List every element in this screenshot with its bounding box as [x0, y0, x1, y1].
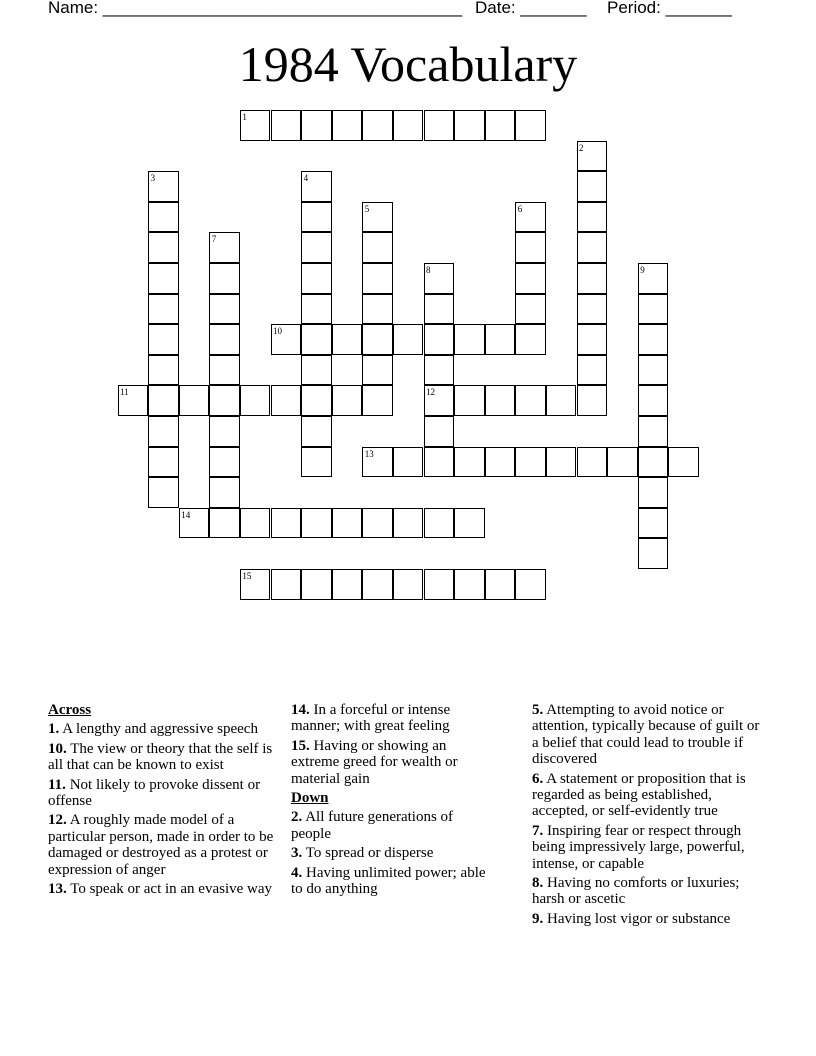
crossword-cell[interactable] — [301, 263, 332, 294]
crossword-cell[interactable] — [454, 385, 485, 416]
crossword-cell[interactable] — [577, 355, 608, 386]
crossword-cell[interactable] — [577, 232, 608, 263]
across-clue: 15. Having or showing an extreme greed for wealth or material gain — [291, 737, 458, 787]
crossword-cell[interactable] — [148, 447, 179, 478]
down-clue: 9. Having lost vigor or substance — [532, 910, 731, 927]
clue-number-label: 7 — [211, 234, 217, 245]
crossword-cell[interactable] — [271, 508, 302, 539]
crossword-cell[interactable] — [301, 294, 332, 325]
crossword-cell[interactable] — [485, 324, 516, 355]
clue-number-label: 15 — [242, 571, 252, 581]
across-clue: 1. A lengthy and aggressive speech — [48, 721, 258, 738]
down-clue: 5. Attempting to avoid notice or attention, typically because of guilt or a belief that could lead to trouble if discovered — [532, 702, 760, 768]
crossword-cell[interactable] — [271, 110, 302, 141]
crossword-cell[interactable] — [332, 110, 363, 141]
crossword-cell[interactable] — [209, 385, 240, 416]
crossword-cell[interactable] — [577, 447, 608, 478]
crossword-cell[interactable] — [515, 232, 546, 263]
crossword-cell[interactable] — [638, 355, 669, 386]
crossword-cell[interactable] — [393, 508, 424, 539]
crossword-cell[interactable] — [424, 569, 455, 600]
name-field-label: Name: ______________________________________ — [48, 0, 463, 17]
crossword-cell[interactable] — [546, 447, 577, 478]
crossword-cell[interactable] — [515, 385, 546, 416]
clue-number-label: 2 — [579, 142, 584, 153]
crossword-cell[interactable] — [209, 477, 240, 508]
clue-number-label: 6 — [517, 203, 523, 214]
crossword-cell[interactable] — [362, 294, 393, 325]
crossword-cell[interactable] — [209, 324, 240, 355]
crossword-cell[interactable] — [546, 385, 577, 416]
across-clue: 14. In a forceful or intense manner; with great feeling — [291, 702, 451, 735]
clue-number-label: 13 — [364, 448, 374, 459]
down-clue: 7. Inspiring fear or respect through being impressively large, powerful, intense, or capable — [532, 822, 745, 872]
crossword-cell[interactable] — [209, 263, 240, 294]
crossword-cell[interactable] — [209, 355, 240, 386]
worksheet-title: 1984 Vocabulary — [238, 36, 578, 92]
crossword-cell[interactable] — [485, 569, 516, 600]
crossword-cell[interactable] — [424, 324, 455, 355]
crossword-cell[interactable] — [515, 263, 546, 294]
across-clue: 13. To speak or act in an evasive way — [48, 881, 273, 898]
clue-number-label: 8 — [426, 265, 431, 275]
crossword-cell[interactable] — [148, 232, 179, 263]
down-clue: 3. To spread or disperse — [291, 845, 434, 862]
crossword-cell[interactable] — [240, 385, 271, 416]
clue-number-label: 5 — [364, 203, 370, 214]
across-clue: 11. Not likely to provoke dissent or offense — [48, 776, 261, 810]
crossword-cell[interactable] — [362, 110, 393, 141]
crossword-cell[interactable] — [301, 355, 332, 386]
crossword-cell[interactable] — [362, 324, 393, 355]
crossword-cell[interactable] — [515, 294, 546, 325]
crossword-cell[interactable] — [332, 569, 363, 600]
crossword-cell[interactable] — [209, 416, 240, 447]
crossword-cell[interactable] — [577, 324, 608, 355]
crossword-cell[interactable] — [393, 447, 424, 478]
crossword-cell[interactable] — [638, 324, 669, 355]
down-clue: 4. Having unlimited power; able to do anything — [291, 864, 486, 898]
clue-column-2 — [291, 702, 491, 900]
crossword-cell[interactable] — [301, 385, 332, 416]
crossword-cell[interactable] — [332, 508, 363, 539]
crossword-cell[interactable] — [301, 447, 332, 478]
clue-number-label: 14 — [181, 509, 191, 520]
crossword-cell[interactable] — [424, 294, 455, 325]
crossword-cell[interactable] — [485, 110, 516, 141]
crossword-cell[interactable] — [362, 263, 393, 294]
crossword-cell[interactable] — [148, 263, 179, 294]
crossword-cell[interactable] — [638, 447, 669, 478]
crossword-cell[interactable] — [638, 385, 669, 416]
crossword-cell[interactable] — [577, 263, 608, 294]
crossword-cell[interactable] — [362, 508, 393, 539]
crossword-cell[interactable] — [485, 385, 516, 416]
crossword-cell[interactable] — [424, 110, 455, 141]
clue-number-label: 10 — [273, 326, 282, 337]
clue-number-label: 4 — [303, 173, 309, 184]
crossword-cell[interactable] — [209, 447, 240, 478]
crossword-cell[interactable] — [638, 538, 669, 569]
crossword-cell[interactable] — [577, 385, 608, 416]
across-heading: Across — [48, 702, 92, 718]
crossword-cell[interactable] — [454, 110, 485, 141]
crossword-cell[interactable] — [515, 447, 546, 478]
crossword-cell[interactable] — [179, 385, 210, 416]
down-clue: 2. All future generations of people — [291, 809, 454, 842]
across-clue: 12. A roughly made model of a particular person, made in order to be damaged or destroyed as a protest or expression of anger — [48, 812, 274, 878]
clue-number-label: 3 — [150, 173, 156, 184]
crossword-cell[interactable] — [209, 294, 240, 325]
crossword-cell[interactable] — [638, 477, 669, 508]
crossword-cell[interactable] — [393, 569, 424, 600]
crossword-cell[interactable] — [515, 110, 546, 141]
crossword-cell[interactable] — [424, 447, 455, 478]
clue-number-label: 9 — [640, 265, 645, 275]
crossword-cell[interactable] — [271, 385, 302, 416]
crossword-cell[interactable] — [577, 202, 608, 233]
crossword-cell[interactable] — [454, 324, 485, 355]
clue-column-3 — [532, 702, 768, 930]
crossword-cell[interactable] — [148, 416, 179, 447]
crossword-cell[interactable] — [362, 232, 393, 263]
crossword-cell[interactable] — [362, 385, 393, 416]
crossword-cell[interactable] — [393, 110, 424, 141]
date-field-label: Date: _______ — [475, 0, 587, 17]
crossword-cell[interactable] — [301, 324, 332, 355]
crossword-cell[interactable] — [301, 508, 332, 539]
crossword-cell[interactable] — [454, 508, 485, 539]
crossword-cell[interactable] — [424, 355, 455, 386]
clue-number-label: 1 — [242, 112, 247, 122]
crossword-cell[interactable] — [577, 294, 608, 325]
crossword-cell[interactable] — [393, 324, 424, 355]
crossword-cell[interactable] — [362, 355, 393, 386]
crossword-cell[interactable] — [638, 508, 669, 539]
crossword-cell[interactable] — [424, 508, 455, 539]
crossword-cell[interactable] — [301, 416, 332, 447]
crossword-cell[interactable] — [148, 385, 179, 416]
crossword-cell[interactable] — [638, 294, 669, 325]
crossword-cell[interactable] — [362, 569, 393, 600]
crossword-cell[interactable] — [668, 447, 699, 478]
crossword-cell[interactable] — [332, 324, 363, 355]
down-clue: 8. Having no comforts or luxuries; harsh or ascetic — [532, 875, 740, 908]
crossword-cell[interactable] — [301, 232, 332, 263]
crossword-cell[interactable] — [454, 447, 485, 478]
crossword-cell[interactable] — [301, 202, 332, 233]
across-clue: 10. The view or theory that the self is all that can be known to exist — [48, 740, 273, 774]
crossword-cell[interactable] — [577, 171, 608, 202]
crossword-cell[interactable] — [454, 569, 485, 600]
crossword-cell[interactable] — [485, 447, 516, 478]
crossword-cell[interactable] — [240, 508, 271, 539]
crossword-cell[interactable] — [148, 294, 179, 325]
down-heading: Down — [291, 790, 329, 807]
clue-number-label: 12 — [426, 387, 435, 398]
crossword-cell[interactable] — [638, 416, 669, 447]
crossword-cell[interactable] — [424, 416, 455, 447]
clue-number-label: 11 — [120, 387, 129, 398]
crossword-cell[interactable] — [607, 447, 638, 478]
crossword-cell[interactable] — [148, 355, 179, 386]
crossword-cell[interactable] — [148, 202, 179, 233]
crossword-cell[interactable] — [148, 324, 179, 355]
crossword-cell[interactable] — [271, 569, 302, 600]
crossword-cell[interactable] — [148, 477, 179, 508]
crossword-cell[interactable] — [332, 385, 363, 416]
crossword-cell[interactable] — [209, 508, 240, 539]
crossword-cell[interactable] — [515, 569, 546, 600]
period-field-label: Period: _______ — [607, 0, 732, 17]
crossword-cell[interactable] — [515, 324, 546, 355]
crossword-cell[interactable] — [301, 110, 332, 141]
clue-column-1 — [48, 702, 284, 900]
down-clue: 6. A statement or proposition that is regarded as being established, accepted, or self-evidently true — [532, 770, 746, 820]
crossword-cell[interactable] — [301, 569, 332, 600]
